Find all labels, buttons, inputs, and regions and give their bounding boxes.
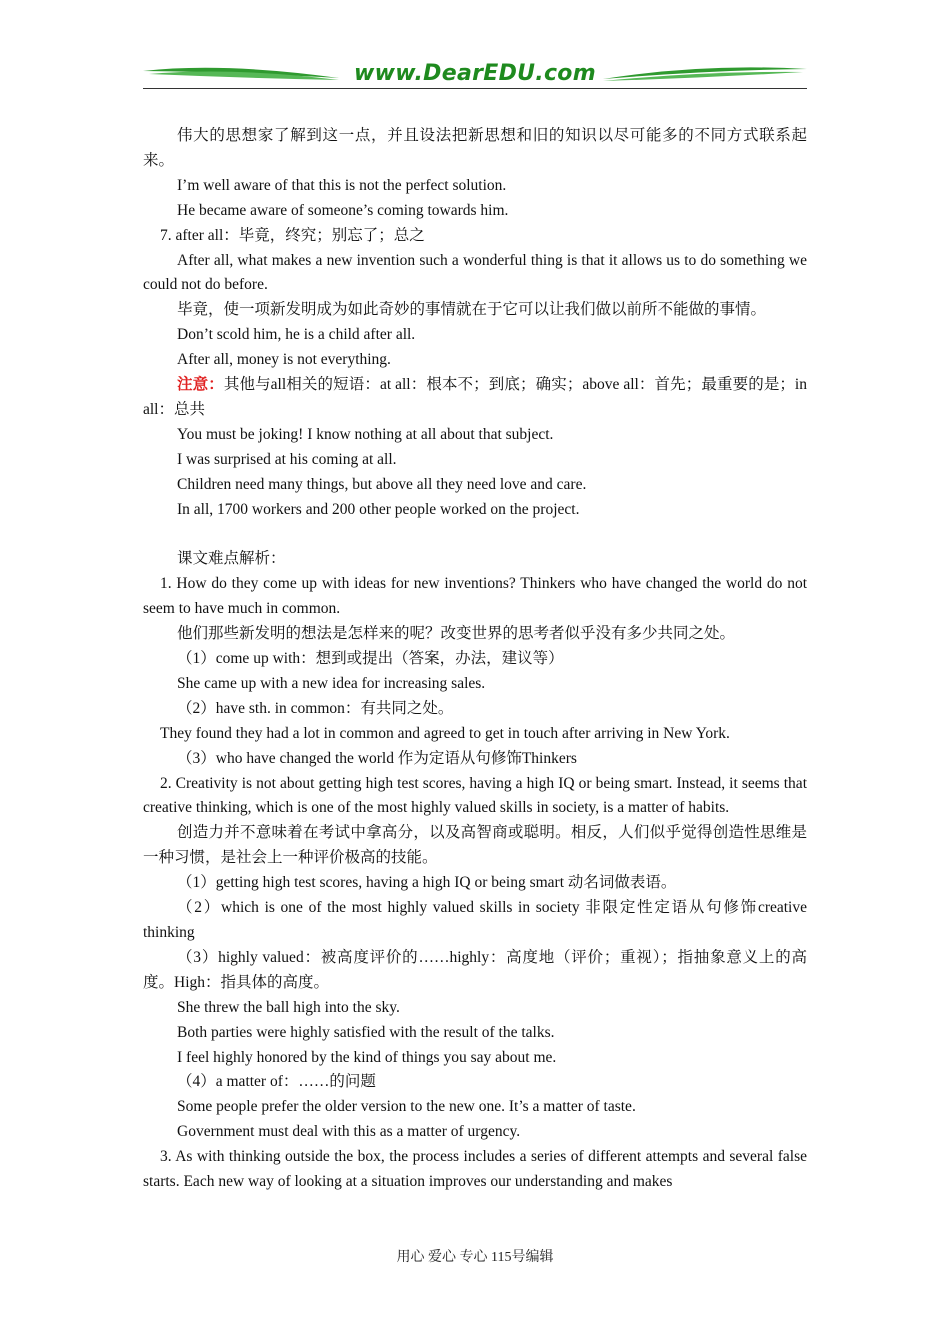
paragraph (143, 1021, 807, 1046)
paragraph (143, 697, 807, 722)
paragraph-text: Don’t scold him, he is a child after all. (177, 326, 416, 344)
paragraph (143, 622, 807, 647)
paragraph (143, 547, 807, 572)
paragraph-text: 伟大的思想家了解到这一点，并且设法把新思想和旧的知识以尽可能多的不同方式联系起来。 (143, 127, 807, 169)
paragraph-text: 其他与all相关的短语：at all：根本不；到底；确实；above all：首先；最重要的是；in all：总共 (143, 376, 807, 418)
paragraph (143, 996, 807, 1021)
paragraph (143, 174, 807, 199)
paragraph (143, 498, 807, 523)
paragraph-text: After all, what makes a new invention such a wonderful thing is that it allows us to do something we could not do before. (143, 251, 807, 294)
paragraph (143, 224, 807, 249)
paragraph (143, 448, 807, 473)
paragraph (143, 348, 807, 373)
paragraph-text: 课文难点解析： (177, 550, 286, 568)
paragraph-text: They found they had a lot in common and agreed to get in touch after arriving in New York. (160, 724, 730, 742)
paragraph-text: 2. Creativity is not about getting high test scores, having a high IQ or being smart. Instead, it seems that creative thinking, which is one of the most highly valued skills in society, is a matter of habits. (143, 774, 807, 817)
paragraph-text: （4）a matter of：……的问题 (177, 1073, 376, 1091)
paragraph (143, 871, 807, 896)
paragraph-text: 毕竟，使一项新发明成为如此奇妙的事情就在于它可以让我们做以前所不能做的事情。 (177, 301, 767, 319)
paragraph (143, 473, 807, 498)
paragraph (143, 896, 807, 946)
paragraph-text: In all, 1700 workers and 200 other people worked on the project. (177, 500, 580, 518)
paragraph (143, 722, 807, 747)
document-body (143, 124, 807, 1195)
paragraph-text: （3）who have changed the world 作为定语从句修饰Thinkers (177, 749, 577, 767)
paragraph (143, 249, 807, 299)
paragraph (143, 199, 807, 224)
paragraph (143, 572, 807, 622)
paragraph-text: 3. As with thinking outside the box, the process includes a series of different attempts and several false starts. Each new way of looking at a situation improves our understanding and makes (143, 1148, 807, 1191)
paragraph (143, 946, 807, 996)
paragraph-text: Some people prefer the older version to the new one. It’s a matter of taste. (177, 1098, 636, 1116)
paragraph (143, 373, 807, 423)
paragraph (143, 821, 807, 871)
paragraph-text: She threw the ball high into the sky. (177, 998, 400, 1016)
paragraph-text: Both parties were highly satisfied with the result of the talks. (177, 1023, 555, 1041)
paragraph (143, 1095, 807, 1120)
paragraph-text: （2）have sth. in common：有共同之处。 (177, 699, 454, 717)
paragraph-text: Government must deal with this as a matter of urgency. (177, 1123, 521, 1141)
paragraph (143, 124, 807, 174)
paragraph-text: （3）highly valued：被高度评价的……highly：高度地（评价；重视）；指抽象意义上的高度。High：指具体的高度。 (143, 948, 807, 991)
paragraph-text: I’m well aware of that this is not the perfect solution. (177, 176, 507, 194)
paragraph-text: After all, money is not everything. (177, 351, 391, 369)
blank-line (143, 523, 807, 548)
paragraph-text: She came up with a new idea for increasing sales. (177, 674, 486, 692)
paragraph (143, 423, 807, 448)
site-header (143, 58, 807, 90)
paragraph-text: I feel highly honored by the kind of things you say about me. (177, 1048, 557, 1066)
paragraph (143, 647, 807, 672)
paragraph (143, 298, 807, 323)
paragraph-text: 1. How do they come up with ideas for new inventions? Thinkers who have changed the world do not seem to have much in common. (143, 575, 807, 618)
header-divider (143, 88, 807, 89)
paragraph-text: You must be joking! I know nothing at all about that subject. (177, 425, 554, 443)
page-footer: 用心 爱心 专心 115号编辑 (396, 1250, 554, 1265)
paragraph-text: He became aware of someone’s coming towards him. (177, 201, 509, 219)
paragraph-text: 他们那些新发明的想法是怎样来的呢？改变世界的思考者似乎没有多少共同之处。 (177, 625, 736, 643)
note-label: 注意： (177, 376, 224, 394)
paragraph (143, 772, 807, 822)
paragraph-text: （1）come up with：想到或提出（答案，办法，建议等） (177, 650, 564, 668)
paragraph (143, 1046, 807, 1071)
paragraph-text: Children need many things, but above all they need love and care. (177, 475, 587, 493)
paragraph (143, 1120, 807, 1145)
paragraph (143, 1070, 807, 1095)
paragraph-text: 7. after all：毕竟，终究；别忘了；总之 (160, 226, 425, 244)
paragraph-text: （1）getting high test scores, having a high IQ or being smart 动名词做表语。 (177, 874, 677, 892)
paragraph (143, 1145, 807, 1195)
paragraph (143, 747, 807, 772)
paragraph (143, 323, 807, 348)
paragraph-text: （2）which is one of the most highly valued skills in society 非限定性定语从句修饰creative thinking (143, 899, 807, 941)
paragraph-text: 创造力并不意味着在考试中拿高分，以及高智商或聪明。相反，人们似乎觉得创造性思维是一种习惯，是社会上一种评价极高的技能。 (143, 824, 807, 867)
paragraph-text: I was surprised at his coming at all. (177, 450, 397, 468)
paragraph (143, 672, 807, 697)
site-logo-text: www.DearEDU.com (354, 61, 596, 86)
